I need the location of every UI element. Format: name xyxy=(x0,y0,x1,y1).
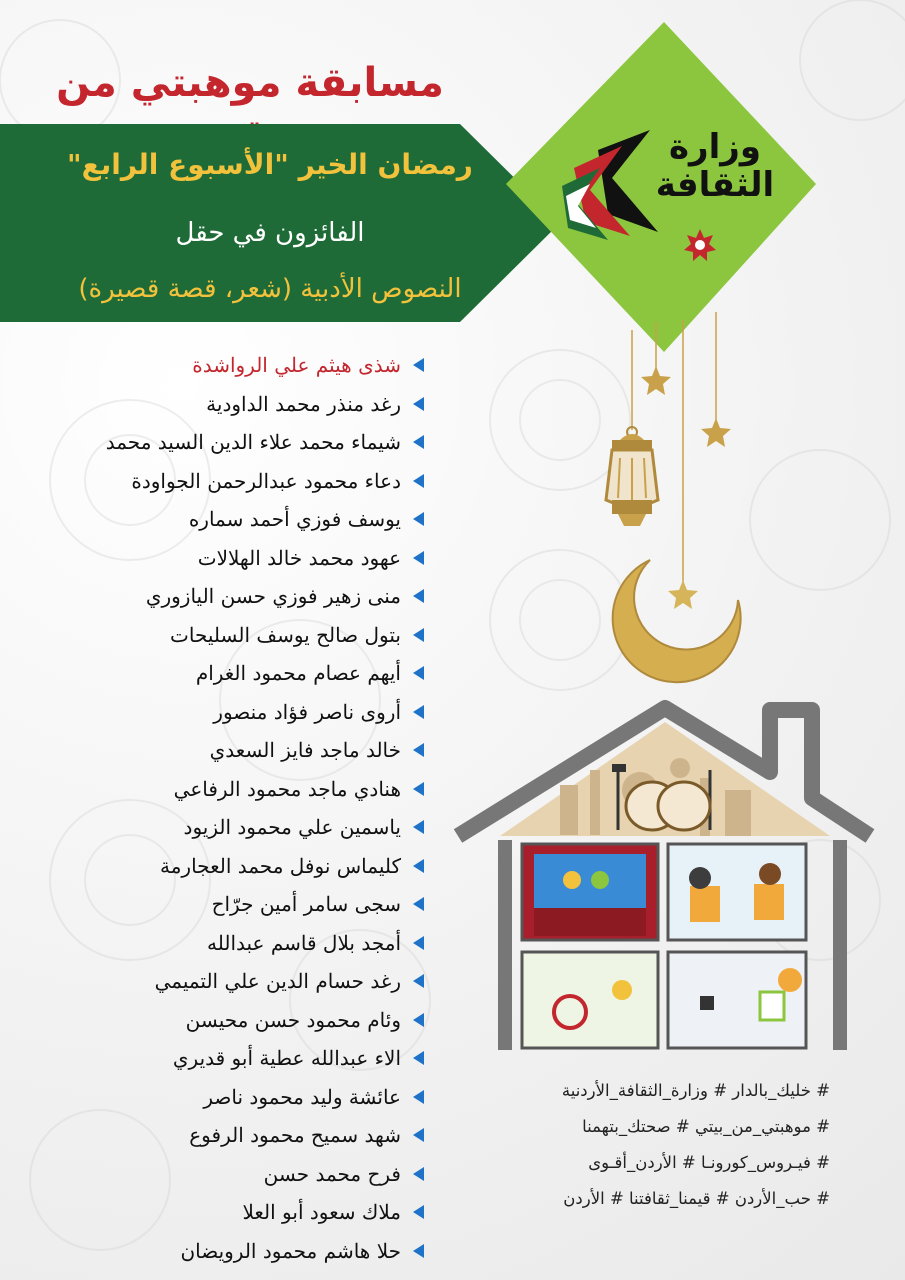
winner-item xyxy=(0,500,422,539)
winner-item xyxy=(0,423,422,462)
winner-name: يوسف فوزي أحمد سماره xyxy=(188,507,401,532)
winner-name: شذى هيثم علي الرواشدة xyxy=(192,353,401,378)
winner-name: خالد ماجد فايز السعدي xyxy=(209,738,401,763)
hashtag-line: # حب_الأردن # قيمنا_ثقافتنا # الأردن xyxy=(563,1188,830,1208)
winner-name: وئام محمود حسن محيسن xyxy=(185,1007,401,1032)
star-icon xyxy=(641,366,671,395)
winner-item xyxy=(0,577,422,616)
winner-item xyxy=(0,731,422,770)
hashtag-line: # موهبتي_من_بيتي # صحتك_بتهمنا xyxy=(582,1116,830,1136)
arrow-bullet-icon xyxy=(413,782,424,796)
arrow-bullet-icon xyxy=(413,435,424,449)
winner-name: رغد منذر محمد الداودية xyxy=(206,391,401,416)
winner-item xyxy=(0,962,422,1001)
winner-item xyxy=(0,1001,422,1040)
hashtag-line: # فيـروس_كورونـا # الأردن_أقـوى xyxy=(588,1152,830,1172)
winner-name: الاء عبدالله عطية أبو قديري xyxy=(172,1046,401,1071)
winner-item xyxy=(0,885,422,924)
arrow-bullet-icon xyxy=(413,512,424,526)
winner-item xyxy=(0,924,422,963)
hashtags-block xyxy=(470,1072,830,1216)
logo-line-1: وزارة xyxy=(668,127,761,167)
winner-name: حلا هاشم محمود الرويضان xyxy=(180,1238,401,1263)
arrow-bullet-icon xyxy=(413,936,424,950)
winner-item xyxy=(0,539,422,578)
winner-item xyxy=(0,808,422,847)
winner-name: شهد سميح محمود الرفوع xyxy=(189,1123,401,1148)
winner-item xyxy=(0,616,422,655)
winner-name: عائشة وليد محمود ناصر xyxy=(203,1084,401,1109)
arrow-bullet-icon xyxy=(413,1244,424,1258)
winner-item xyxy=(0,385,422,424)
winner-item xyxy=(0,1193,422,1232)
winner-item xyxy=(0,847,422,886)
arrow-bullet-icon xyxy=(413,666,424,680)
winner-name: سجى سامر أمين جرّاح xyxy=(211,892,401,917)
hashtag-line: # خليك_بالدار # وزارة_الثقافة_الأردنية xyxy=(561,1080,830,1100)
winner-item xyxy=(0,346,422,385)
winner-name: فرح محمد حسن xyxy=(263,1161,401,1186)
arrow-bullet-icon xyxy=(413,705,424,719)
star-icon xyxy=(701,418,731,447)
arrow-bullet-icon xyxy=(413,1167,424,1181)
winner-item xyxy=(0,770,422,809)
winner-name: كليماس نوفل محمد العجارمة xyxy=(159,853,401,878)
winner-name: ياسمين علي محمود الزيود xyxy=(183,815,401,840)
winner-item xyxy=(0,654,422,693)
banner-subtitle: الفائزون في حقل xyxy=(175,218,365,248)
arrow-bullet-icon xyxy=(413,1013,424,1027)
arrow-bullet-icon xyxy=(413,358,424,372)
winner-name: ملاك سعود أبو العلا xyxy=(242,1200,401,1225)
lantern-icon xyxy=(606,427,658,526)
arrow-bullet-icon xyxy=(413,1128,424,1142)
winner-name: أروى ناصر فؤاد منصور xyxy=(213,699,401,724)
winner-name: منى زهير فوزي حسن اليازوري xyxy=(145,584,401,609)
winner-name: هنادي ماجد محمود الرفاعي xyxy=(173,776,401,801)
winner-item xyxy=(0,1078,422,1117)
house-illustration xyxy=(458,708,870,1050)
winner-item xyxy=(0,462,422,501)
crescent-icon xyxy=(613,560,741,682)
winners-list xyxy=(0,346,422,1270)
arrow-bullet-icon xyxy=(413,743,424,757)
arrow-bullet-icon xyxy=(413,859,424,873)
winner-name: أيهم عصام محمود الغرام xyxy=(195,661,401,686)
banner-headline: رمضان الخير "الأسبوع الرابع" xyxy=(67,148,473,181)
logo-line-2: الثقافة xyxy=(655,165,775,205)
winner-item xyxy=(0,1039,422,1078)
winner-name: بتول صالح يوسف السليحات xyxy=(170,622,401,647)
winner-name: دعاء محمود عبدالرحمن الجواودة xyxy=(131,468,401,493)
arrow-bullet-icon xyxy=(413,1051,424,1065)
arrow-bullet-icon xyxy=(413,397,424,411)
arrow-bullet-icon xyxy=(413,474,424,488)
winner-item xyxy=(0,1116,422,1155)
arrow-bullet-icon xyxy=(413,974,424,988)
star-icon xyxy=(668,580,698,609)
winner-name: عهود محمد خالد الهلالات xyxy=(197,545,401,570)
arrow-bullet-icon xyxy=(413,628,424,642)
arrow-bullet-icon xyxy=(413,1090,424,1104)
winner-name: شيماء محمد علاء الدين السيد محمد xyxy=(105,430,401,455)
arrow-bullet-icon xyxy=(413,551,424,565)
banner-category: النصوص الأدبية (شعر، قصة قصيرة) xyxy=(78,274,462,304)
winner-name: رغد حسام الدين علي التميمي xyxy=(154,969,401,994)
page-title: مسابقة موهبتي من xyxy=(56,60,444,106)
arrow-bullet-icon xyxy=(413,820,424,834)
winner-item xyxy=(0,1155,422,1194)
arrow-bullet-icon xyxy=(413,589,424,603)
winner-item xyxy=(0,1232,422,1271)
arrow-bullet-icon xyxy=(413,897,424,911)
winner-name: أمجد بلال قاسم عبدالله xyxy=(207,930,401,955)
winner-item xyxy=(0,693,422,732)
arrow-bullet-icon xyxy=(413,1205,424,1219)
